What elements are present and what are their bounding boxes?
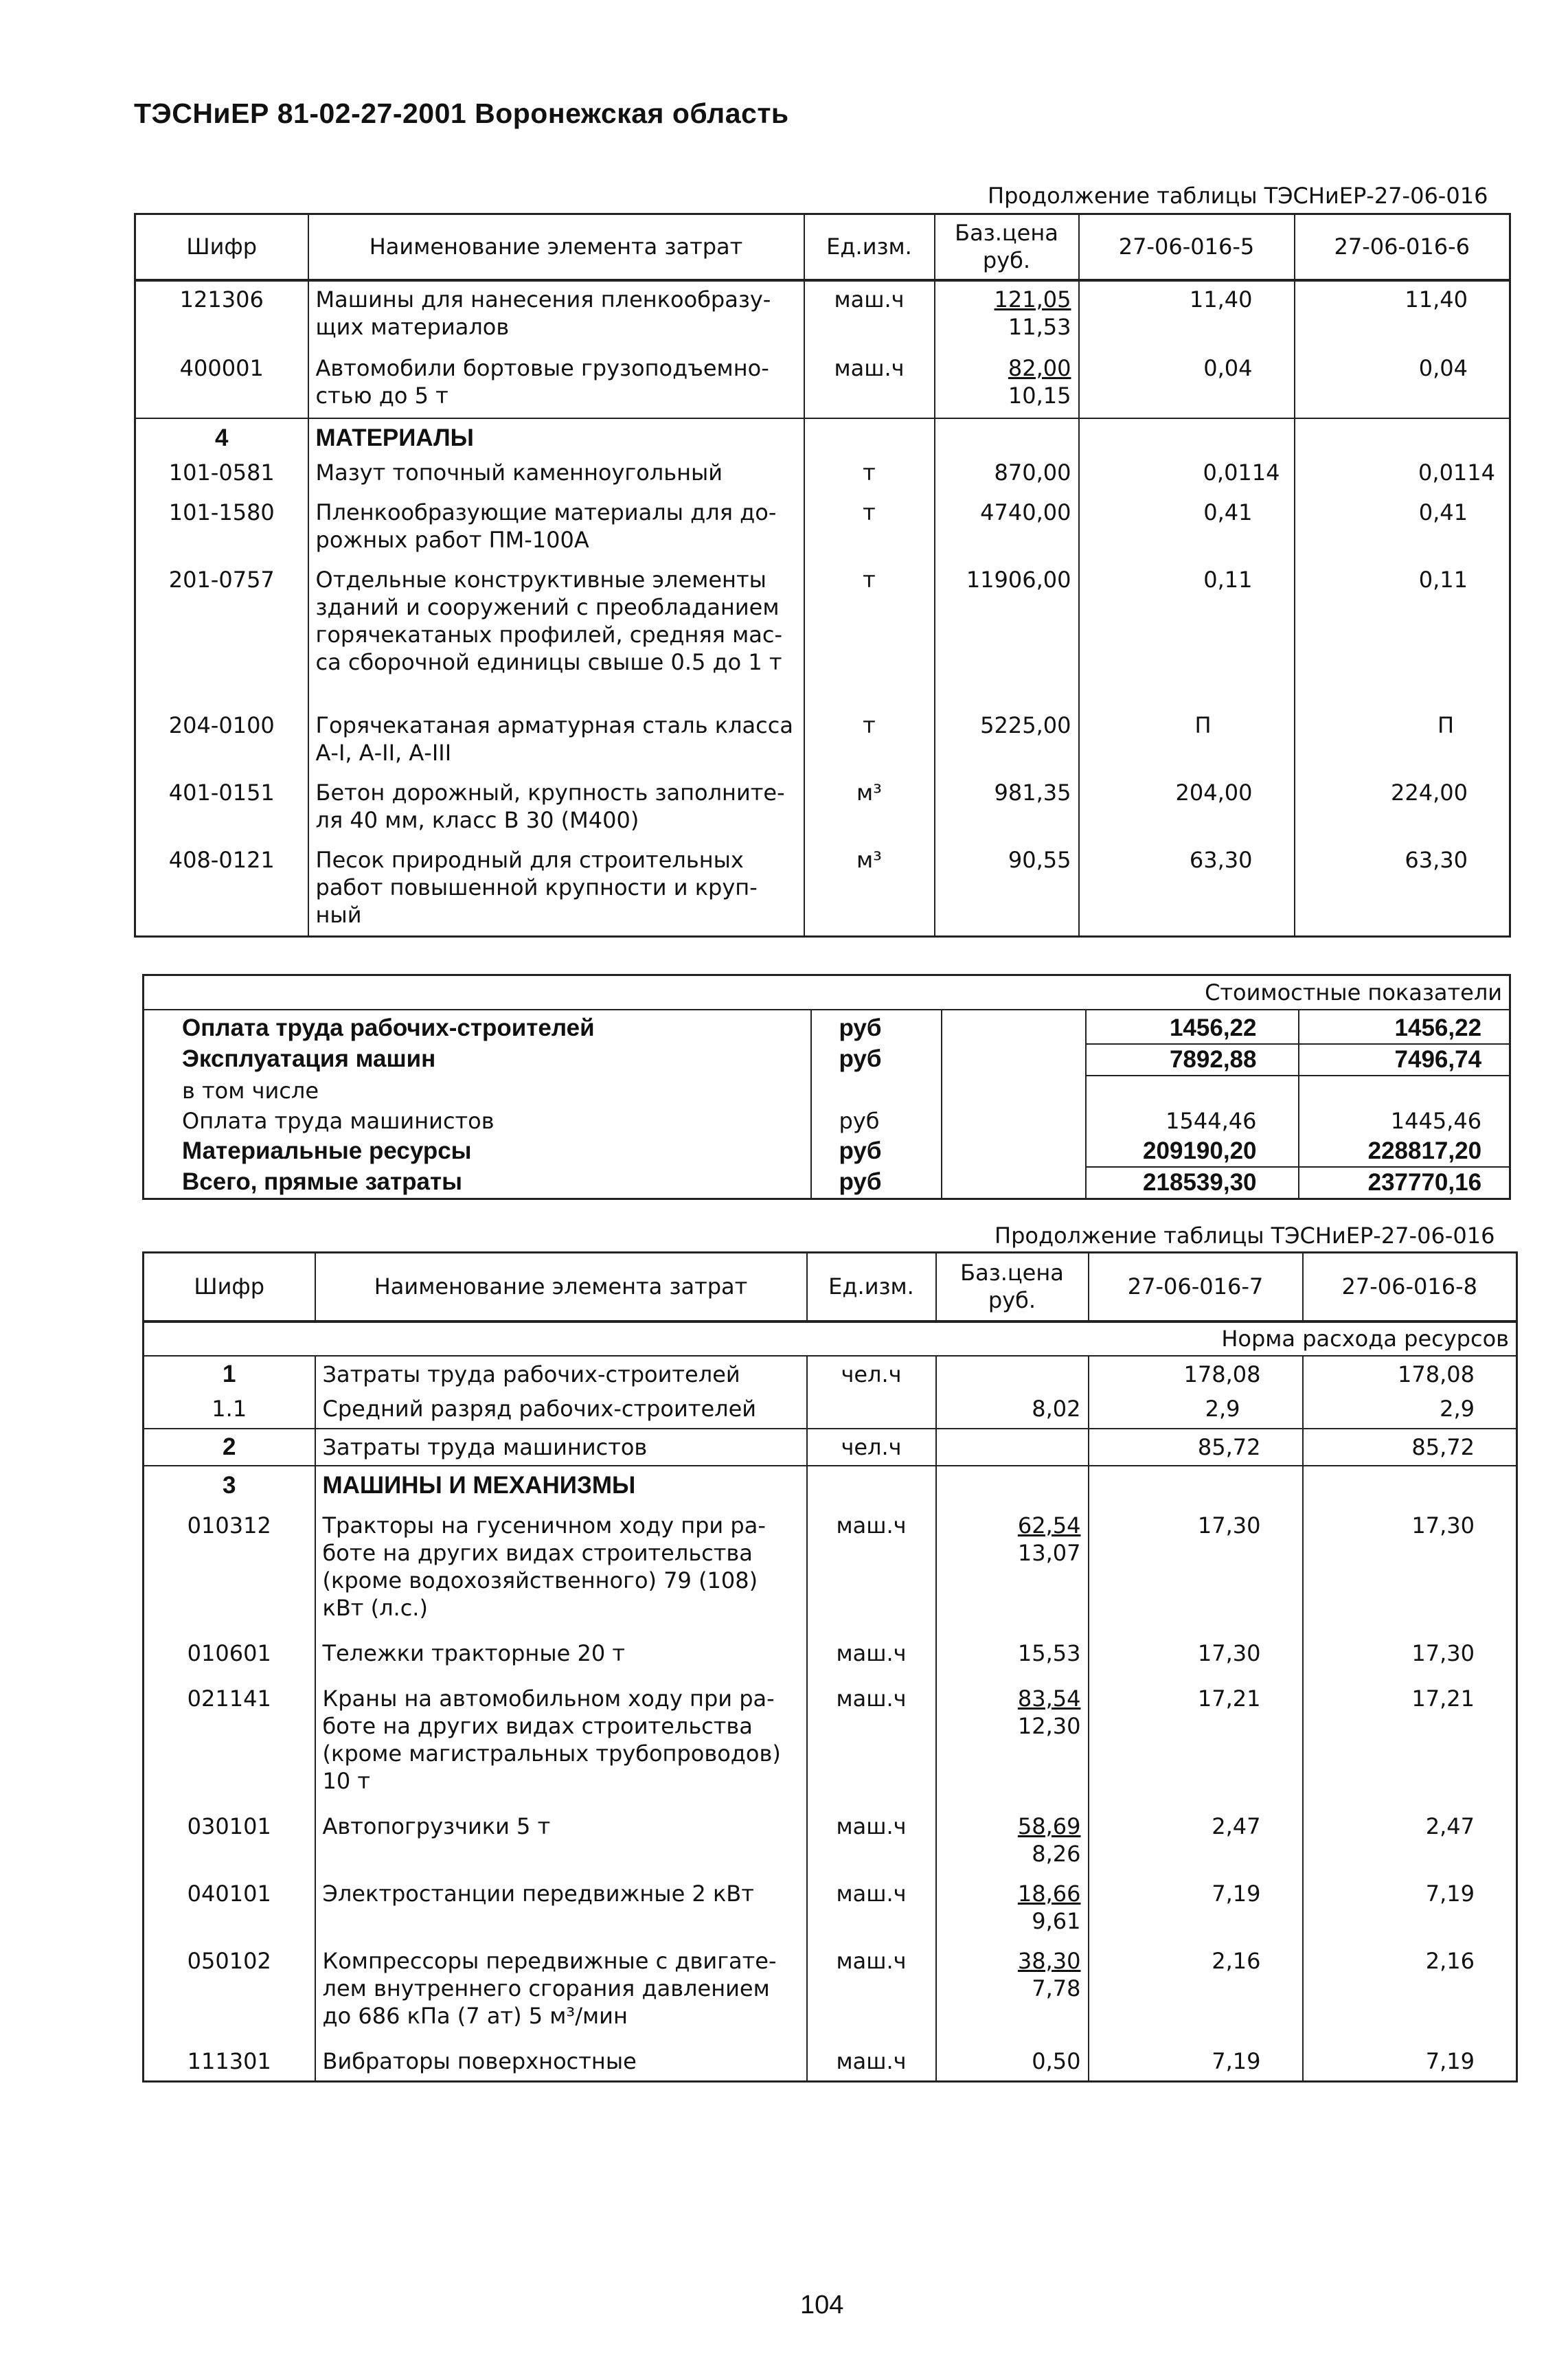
cell-unit: маш.ч — [807, 1627, 936, 1672]
cell-variant-1: 17,30 — [1089, 1627, 1303, 1672]
price-operator-wage: 7,78 — [1032, 1975, 1081, 2001]
cell-code: 050102 — [144, 1935, 315, 2035]
cell-code: 021141 — [144, 1672, 315, 1800]
cell-variant-2: 7,19 — [1303, 2035, 1517, 2082]
cell-name: Вибраторы поверхностные — [315, 2035, 807, 2082]
column-header-name: Наименование элемента затрат — [308, 214, 804, 280]
summary-unit: руб — [811, 1167, 942, 1199]
cost-summary-table — [142, 974, 1511, 1200]
cell-name: Электростанции передвижные 2 кВт — [315, 1868, 807, 1935]
cell-price — [936, 1627, 1089, 1672]
cell-unit: маш.ч — [807, 1868, 936, 1935]
table-row — [144, 1800, 1517, 1868]
cell-name: Тележки тракторные 20 т — [315, 1627, 807, 1672]
table-row: 201-0757 Отдельные конструктивные элементы зданий и сооружений с преобладанием горячекатаных профилей, средняя мас-са сборочной единицы свыше 0.5 до 1 т т 11906,00 0,11 0,11 — [135, 554, 1510, 706]
cell-unit: маш.ч — [807, 2035, 936, 2082]
cell-variant-1: 7,19 — [1089, 2035, 1303, 2082]
summary-label: Всего, прямые затраты — [144, 1167, 811, 1199]
cell-variant-2: 7,19 — [1303, 1868, 1517, 1935]
table-row — [144, 1935, 1517, 2035]
summary-value-2: 7496,74 — [1299, 1044, 1510, 1076]
table-row: 204-0100 Горячекатаная арматурная сталь класса А-I, А-II, А-III т 5225,00 П П — [135, 706, 1510, 767]
table-row: 408-0121 Песок природный для строительных работ повышенной крупности и круп-ный м³ 90,55 63,30 63,30 — [135, 834, 1510, 937]
cell-variant-1: 2,47 — [1089, 1800, 1303, 1868]
price-main: 18,66 — [1017, 1880, 1081, 1907]
cell-variant-1: 7,19 — [1089, 1868, 1303, 1935]
cell-unit: маш.ч — [807, 1800, 936, 1868]
resource-norm-band: Норма расхода ресурсов — [144, 1321, 1517, 1356]
cell-variant-1: 17,21 — [1089, 1672, 1303, 1800]
column-header-price: Баз.цена руб. — [936, 1253, 1089, 1321]
price-main: 15,53 — [1017, 1639, 1081, 1666]
page-number: 104 — [800, 2291, 844, 2319]
cell-name: Автопогрузчики 5 т — [315, 1800, 807, 1868]
summary-value-2 — [1299, 1076, 1510, 1106]
table-row — [144, 2035, 1517, 2082]
table-row — [144, 1868, 1517, 1935]
summary-value-1: 1544,46 — [1086, 1106, 1299, 1136]
cell-variant-2: 2,47 — [1303, 1800, 1517, 1868]
cell-variant-2: 17,30 — [1303, 1627, 1517, 1672]
table-row: 2 Затраты труда машинистов чел.ч 85,72 85,72 — [144, 1429, 1517, 1466]
cell-price — [936, 1800, 1089, 1868]
summary-label: Оплата труда рабочих-строителей — [144, 1010, 811, 1044]
summary-unit: руб — [811, 1106, 942, 1136]
column-header-code: Шифр — [144, 1253, 315, 1321]
cell-variant-1: 17,30 — [1089, 1499, 1303, 1627]
cell-price — [936, 1499, 1089, 1627]
cell-price — [936, 2035, 1089, 2082]
table-row — [144, 1499, 1517, 1627]
summary-row — [144, 1010, 1510, 1044]
summary-value-1: 7892,88 — [1086, 1044, 1299, 1076]
table-row: 401-0151 Бетон дорожный, крупность заполните-ля 40 мм, класс В 30 (М400) м³ 981,35 204,00 224,00 — [135, 767, 1510, 834]
price-main: 62,54 — [1017, 1512, 1081, 1539]
cell-name: Тракторы на гусеничном ходу при ра-боте на других видах строительства (кроме водохозяйственного) 79 (108) кВт (л.с.) — [315, 1499, 807, 1627]
cell-code: 111301 — [144, 2035, 315, 2082]
summary-price — [942, 1167, 1086, 1199]
table-row: 1.1 Средний разряд рабочих-строителей 8,02 2,9 2,9 — [144, 1388, 1517, 1429]
summary-unit: руб — [811, 1010, 942, 1044]
summary-value-1: 209190,20 — [1086, 1136, 1299, 1167]
document-title: ТЭСНиЕР 81-02-27-2001 Воронежская область — [134, 98, 789, 129]
summary-unit — [811, 1076, 942, 1106]
table-row: 101-0581 Мазут топочный каменноугольный т 870,00 0,0114 0,0114 — [135, 452, 1510, 486]
summary-value-1 — [1086, 1076, 1299, 1106]
summary-label: Материальные ресурсы — [144, 1136, 811, 1167]
summary-value-2: 237770,16 — [1299, 1167, 1510, 1199]
column-header-code: Шифр — [135, 214, 308, 280]
price-main: 38,30 — [1017, 1947, 1081, 1974]
summary-price — [942, 1044, 1086, 1076]
resource-table-2 — [142, 1251, 1518, 2083]
price-main: 0,50 — [1032, 2047, 1081, 2074]
price-operator-wage: 9,61 — [1032, 1907, 1081, 1934]
summary-label: Оплата труда машинистов — [144, 1106, 811, 1136]
cell-unit: маш.ч — [807, 1672, 936, 1800]
column-header-variant-1: 27-06-016-5 — [1079, 214, 1295, 280]
summary-label: Эксплуатация машин — [144, 1044, 811, 1076]
column-header-unit: Ед.изм. — [804, 214, 935, 280]
summary-price — [942, 1136, 1086, 1167]
summary-value-2: 1456,22 — [1299, 1010, 1510, 1044]
column-header-variant-1: 27-06-016-7 — [1089, 1253, 1303, 1321]
summary-row — [144, 1106, 1510, 1136]
summary-price — [942, 1076, 1086, 1106]
cell-variant-1: 2,16 — [1089, 1935, 1303, 2035]
summary-unit: руб — [811, 1044, 942, 1076]
cell-code: 040101 — [144, 1868, 315, 1935]
cell-code: 030101 — [144, 1800, 315, 1868]
cell-variant-2: 17,21 — [1303, 1672, 1517, 1800]
summary-value-1: 218539,30 — [1086, 1167, 1299, 1199]
summary-row — [144, 1044, 1510, 1076]
cell-unit: маш.ч — [807, 1935, 936, 2035]
summary-price — [942, 1010, 1086, 1044]
summary-row — [144, 1167, 1510, 1199]
table-row: 400001 Автомобили бортовые грузоподъемно-стью до 5 т маш.ч 82,00 10,15 0,04 0,04 — [135, 341, 1510, 418]
column-header-variant-2: 27-06-016-6 — [1295, 214, 1510, 280]
summary-unit: руб — [811, 1136, 942, 1167]
cell-price — [936, 1868, 1089, 1935]
cell-code: 010312 — [144, 1499, 315, 1627]
table-row: 1 Затраты труда рабочих-строителей чел.ч 178,08 178,08 — [144, 1356, 1517, 1388]
cost-table-1 — [134, 213, 1511, 938]
column-header-unit: Ед.изм. — [807, 1253, 936, 1321]
price-operator-wage: 12,30 — [1017, 1712, 1081, 1739]
price-main: 58,69 — [1017, 1813, 1081, 1839]
price-main: 83,54 — [1017, 1685, 1081, 1712]
column-header-variant-2: 27-06-016-8 — [1303, 1253, 1517, 1321]
summary-value-1: 1456,22 — [1086, 1010, 1299, 1044]
summary-price — [942, 1106, 1086, 1136]
table-continuation-caption: Продолжение таблицы ТЭСНиЕР-27-06-016 — [995, 1223, 1495, 1249]
table-row — [144, 1627, 1517, 1672]
summary-value-2: 228817,20 — [1299, 1136, 1510, 1167]
table-row: 101-1580 Пленкообразующие материалы для до-рожных работ ПМ-100А т 4740,00 0,41 0,41 — [135, 486, 1510, 554]
cost-indicators-band: Стоимостные показатели — [144, 975, 1510, 1010]
summary-value-2: 1445,46 — [1299, 1106, 1510, 1136]
summary-row — [144, 1136, 1510, 1167]
summary-label: в том числе — [144, 1076, 811, 1106]
section-row-machines: 3 МАШИНЫ И МЕХАНИЗМЫ — [144, 1466, 1517, 1499]
price-operator-wage: 13,07 — [1017, 1539, 1081, 1566]
section-row-materials: 4 МАТЕРИАЛЫ — [135, 418, 1510, 452]
cell-variant-2: 17,30 — [1303, 1499, 1517, 1627]
cell-code: 010601 — [144, 1627, 315, 1672]
cell-price — [936, 1935, 1089, 2035]
cell-unit: маш.ч — [807, 1499, 936, 1627]
summary-row — [144, 1076, 1510, 1106]
table-row: 121306 Машины для нанесения пленкообразу-щих материалов маш.ч 121,05 11,53 11,40 11,40 — [135, 280, 1510, 341]
cell-price — [936, 1672, 1089, 1800]
column-header-price: Баз.цена руб. — [935, 214, 1079, 280]
column-header-name: Наименование элемента затрат — [315, 1253, 807, 1321]
price-operator-wage: 8,26 — [1032, 1840, 1081, 1867]
table-continuation-caption: Продолжение таблицы ТЭСНиЕР-27-06-016 — [988, 183, 1488, 209]
cell-variant-2: 2,16 — [1303, 1935, 1517, 2035]
cell-name: Краны на автомобильном ходу при ра-боте на других видах строительства (кроме магистральных трубопроводов) 10 т — [315, 1672, 807, 1800]
table-row — [144, 1672, 1517, 1800]
cell-name: Компрессоры передвижные с двигате-лем внутреннего сгорания давлением до 686 кПа (7 ат) 5 м³/мин — [315, 1935, 807, 2035]
